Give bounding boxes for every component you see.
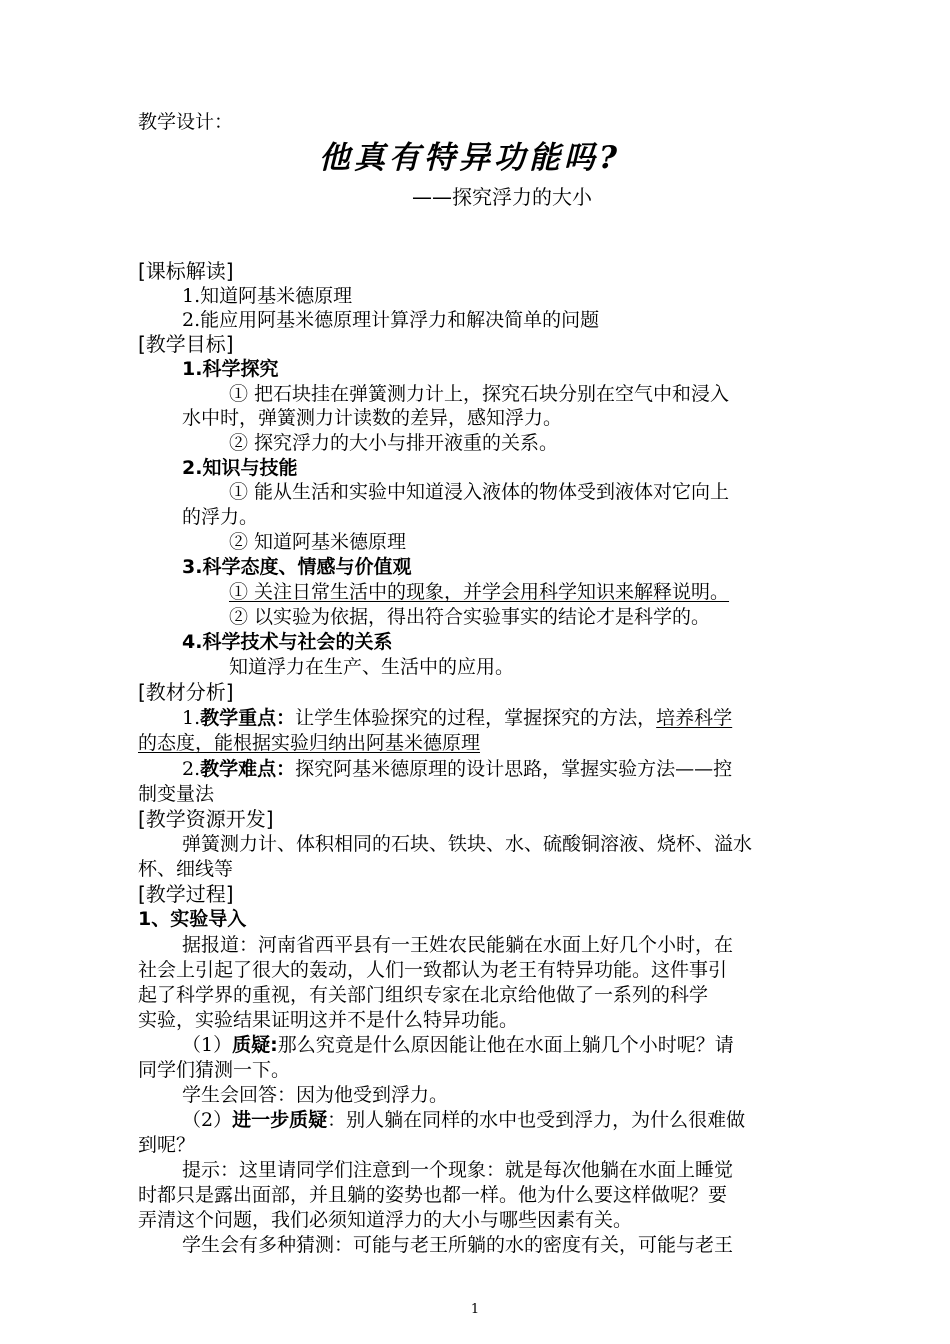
key-point-underlined: 培养科学 bbox=[656, 707, 733, 729]
objective-heading-3: 3.科学态度、情感与价值观 bbox=[182, 556, 412, 578]
question-1-text: 那么究竟是什么原因能让他在水面上躺几个小时呢？请 bbox=[277, 1034, 734, 1056]
question-1-cont: 同学们猜测一下。 bbox=[138, 1059, 291, 1081]
report-line-3: 起了科学界的重视，有关部门组织专家在北京给他做了一系列的科学 bbox=[138, 984, 709, 1006]
difficult-point-number: 2. bbox=[182, 758, 201, 780]
resources-line-1: 弹簧测力计、体积相同的石块、铁块、水、硫酸铜溶液、烧杯、溢水 bbox=[182, 833, 753, 855]
key-point-text: 让学生体验探究的过程，掌握探究的方法， bbox=[295, 707, 657, 729]
report-line-1: 据报道：河南省西平县有一王姓农民能躺在水面上好几个小时，在 bbox=[182, 934, 734, 956]
doc-subtitle: ——探究浮力的大小 bbox=[412, 185, 592, 209]
question-1-number: （1） bbox=[182, 1034, 233, 1056]
section-header-resources: [教学资源开发] bbox=[138, 807, 274, 831]
resources-line-2: 杯、细线等 bbox=[138, 858, 234, 880]
analysis-difficult-point bbox=[182, 757, 862, 781]
objective-1-text-2: ② 探究浮力的大小与排开液重的关系。 bbox=[229, 432, 559, 454]
question-2-cont: 到呢？ bbox=[138, 1134, 196, 1156]
difficult-point-label: 教学难点： bbox=[200, 758, 296, 780]
question-1 bbox=[182, 1033, 862, 1057]
difficult-point-text: 探究阿基米德原理的设计思路，掌握实验方法——控 bbox=[295, 758, 733, 780]
question-2-text: ：别人躺在同样的水中也受到浮力，为什么很难做 bbox=[327, 1109, 746, 1131]
objective-4-text: 知道浮力在生产、生活中的应用。 bbox=[229, 656, 515, 678]
standards-item-2: 2.能应用阿基米德原理计算浮力和解决简单的问题 bbox=[182, 309, 600, 331]
guess-line-1: 学生会有多种猜测：可能与老王所躺的水的密度有关，可能与老王 bbox=[182, 1234, 734, 1256]
question-2 bbox=[182, 1108, 862, 1132]
objective-2-text-2: ② 知道阿基米德原理 bbox=[229, 531, 407, 553]
objective-heading-4: 4.科学技术与社会的关系 bbox=[182, 631, 393, 653]
analysis-key-point bbox=[182, 706, 862, 730]
difficult-point-cont: 制变量法 bbox=[138, 783, 215, 805]
section-header-objectives: [教学目标] bbox=[138, 332, 234, 356]
objective-2-text-a: ① 能从生活和实验中知道浸入液体的物体受到液体对它向上 bbox=[229, 481, 730, 503]
standards-item-1: 1.知道阿基米德原理 bbox=[182, 285, 353, 307]
section-header-process: [教学过程] bbox=[138, 882, 234, 906]
doc-label: 教学设计： bbox=[138, 111, 234, 133]
objective-1-text-a: ① 把石块挂在弹簧测力计上，探究石块分别在空气中和浸入 bbox=[229, 383, 730, 405]
key-point-underlined-cont: 的态度，能根据实验归纳出阿基米德原理 bbox=[138, 732, 481, 754]
section-header-standards: [课标解读] bbox=[138, 259, 234, 283]
hint-line-2: 时都只是露出面部，并且躺的姿势也都一样。他为什么要这样做呢？要 bbox=[138, 1184, 728, 1206]
objective-heading-1: 1.科学探究 bbox=[182, 358, 279, 380]
objective-3-text-2: ② 以实验为依据，得出符合实验事实的结论才是科学的。 bbox=[229, 606, 711, 628]
report-line-4: 实验，实验结果证明这并不是什么特异功能。 bbox=[138, 1009, 519, 1031]
objective-heading-2: 2.知识与技能 bbox=[182, 457, 298, 479]
hint-line-3: 弄清这个问题，我们必须知道浮力的大小与哪些因素有关。 bbox=[138, 1209, 633, 1231]
question-2-label: 进一步质疑 bbox=[232, 1109, 328, 1131]
student-answer-1: 学生会回答：因为他受到浮力。 bbox=[182, 1084, 449, 1106]
section-header-analysis: [教材分析] bbox=[138, 680, 234, 704]
question-2-number: （2） bbox=[182, 1109, 233, 1131]
hint-line-1: 提示：这里请同学们注意到一个现象：就是每次他躺在水面上睡觉 bbox=[182, 1159, 734, 1181]
process-subheading-1: 1、实验导入 bbox=[138, 908, 247, 930]
key-point-number: 1. bbox=[182, 707, 201, 729]
question-1-label: 质疑: bbox=[232, 1034, 278, 1056]
objective-1-text-b: 水中时，弹簧测力计读数的差异，感知浮力。 bbox=[182, 407, 563, 429]
objective-3-text-1: ① 关注日常生活中的现象，并学会用科学知识来解释说明。 bbox=[229, 581, 730, 603]
objective-2-text-b: 的浮力。 bbox=[182, 506, 259, 528]
key-point-label: 教学重点： bbox=[200, 707, 296, 729]
page-number: 1 bbox=[470, 1302, 480, 1317]
doc-title: 他真有特异功能吗? bbox=[318, 140, 622, 176]
report-line-2: 社会上引起了很大的轰动，人们一致都认为老王有特异功能。这件事引 bbox=[138, 959, 728, 981]
